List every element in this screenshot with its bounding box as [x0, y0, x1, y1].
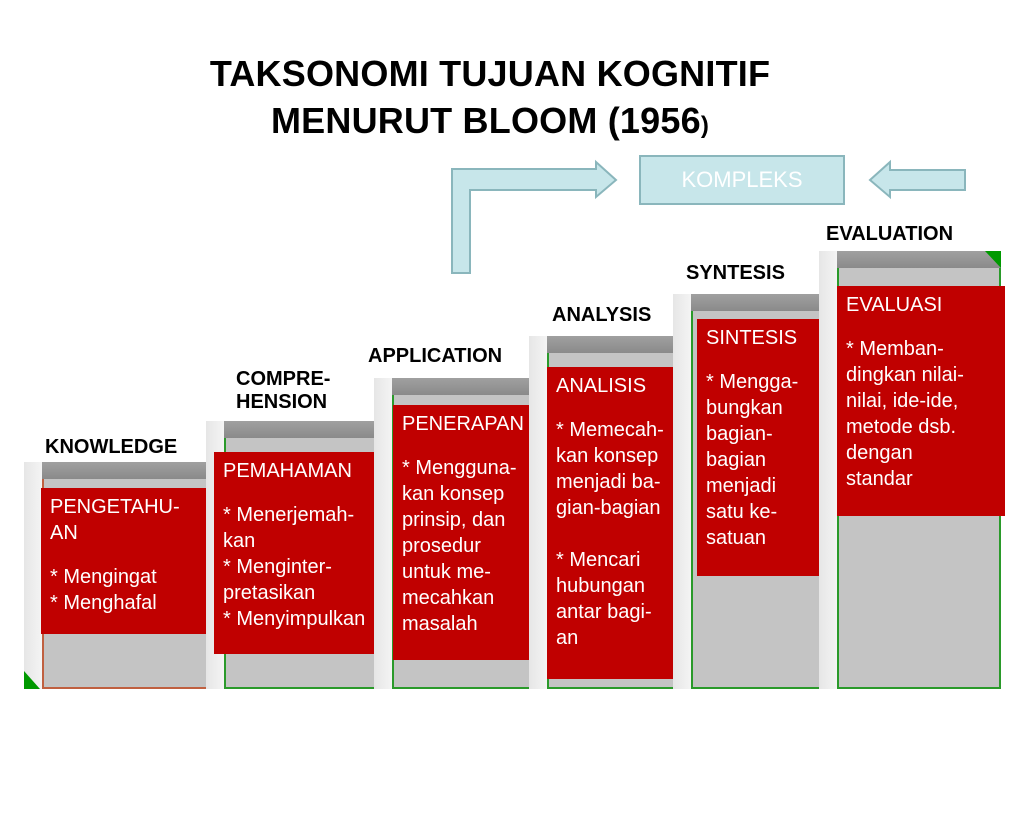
step-label-en: EVALUATION	[826, 223, 954, 245]
step-side-face	[529, 336, 547, 689]
panel-title: ANALISIS	[556, 375, 647, 397]
step-panel-id	[214, 452, 394, 654]
green-corner-marker	[985, 251, 1001, 268]
step-top-face	[224, 421, 394, 438]
right-arrow-icon	[452, 162, 616, 273]
step-panel-id	[41, 488, 216, 634]
panel-body: * Mengingat * Menghafal	[50, 566, 157, 614]
step-side-face	[374, 378, 392, 689]
step-top-face	[392, 378, 546, 395]
step-top-face	[691, 294, 837, 311]
panel-title: SINTESIS	[706, 327, 798, 349]
diagram-title-line2-suffix: )	[700, 112, 710, 139]
panel-body: * Menerjemah- kan * Menginter- pretasikan * Menyimpulkan	[223, 504, 366, 630]
step-top-face	[547, 336, 692, 353]
green-corner-marker-bottom	[24, 671, 40, 689]
step-top-face	[837, 251, 1001, 268]
step-side-face	[819, 251, 837, 689]
step-label-en: COMPRE- HENSION	[236, 368, 331, 413]
diagram-title-line2-text: MENURUT BLOOM (1956	[270, 100, 701, 141]
panel-body: * Memban- dingkan nilai- nilai, ide-ide, metode dsb. dengan standar	[846, 338, 964, 490]
step-panel-id	[393, 405, 547, 660]
step-label-en: ANALYSIS	[552, 304, 652, 326]
panel-title: PENERAPAN	[402, 413, 524, 435]
kompleks-box: KOMPLEKS	[639, 155, 845, 205]
panel-body: * Mengga- bungkan bagian- bagian menjadi satu ke- satuan	[706, 371, 799, 549]
step-side-face	[673, 294, 691, 689]
diagram-title-line1: TAKSONOMI TUJUAN KOGNITIF	[209, 53, 771, 94]
panel-body: * Memecah- kan konsep menjadi ba- gian-bagian * Mencari hubungan antar bagi- an	[556, 419, 664, 649]
step-label-en: SYNTESIS	[686, 262, 785, 284]
left-arrow-icon	[870, 162, 965, 197]
step-top-face	[42, 462, 224, 479]
step-panel-id	[837, 286, 1005, 516]
step-panel-id	[547, 367, 692, 679]
step-panel-id	[697, 319, 833, 576]
panel-title: PENGETAHU- AN	[50, 496, 180, 544]
step-label-en: APPLICATION	[368, 345, 503, 367]
panel-title: EVALUASI	[846, 294, 943, 316]
panel-title: PEMAHAMAN	[223, 460, 352, 482]
step-side-face	[24, 462, 42, 689]
step-label-en: KNOWLEDGE	[45, 436, 178, 458]
panel-body: * Mengguna- kan konsep prinsip, dan prosedur untuk me- mecahkan masalah	[402, 457, 517, 635]
